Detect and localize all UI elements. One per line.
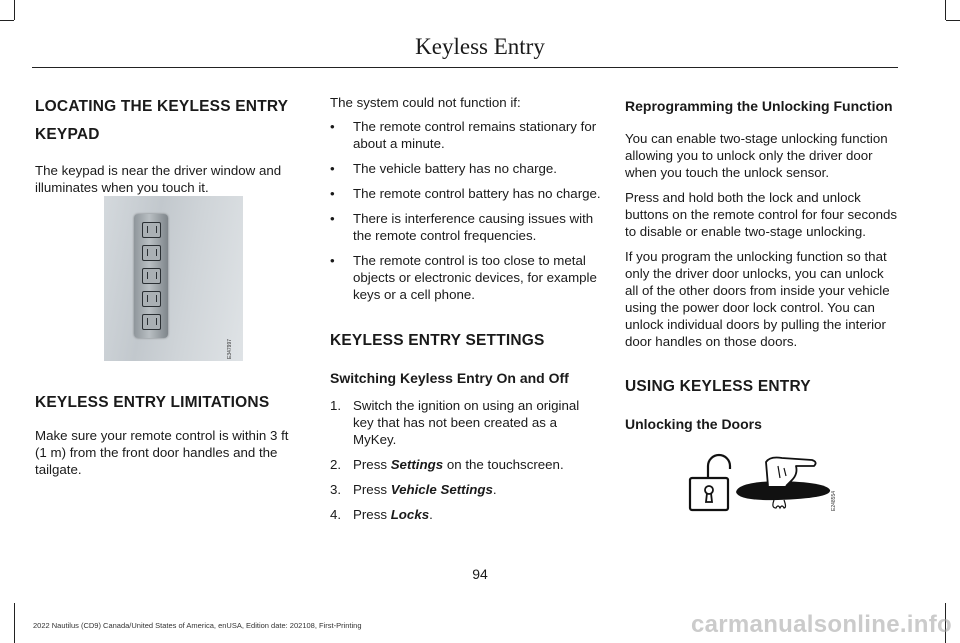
keypad-button-icon: [142, 291, 161, 307]
locating-heading-line2: KEYPAD: [35, 126, 100, 143]
keypad-image: [104, 196, 243, 361]
limitations-heading: KEYLESS ENTRY LIMITATIONS: [35, 394, 270, 411]
step-prefix: Press: [353, 457, 391, 472]
step-item: [330, 456, 602, 473]
list-item-text: The remote control remains stationary for about a minute.: [353, 119, 597, 151]
crop-mark-bottom-left-v: [14, 603, 15, 643]
limitations-list: [330, 118, 602, 303]
list-item: [330, 252, 602, 303]
keypad-panel: [134, 214, 168, 338]
bullet-marker: •: [330, 186, 335, 201]
unlock-illustration: [686, 452, 836, 514]
step-item: [330, 506, 602, 523]
header-divider: [32, 67, 898, 68]
list-item: [330, 210, 602, 244]
steps-list: [330, 397, 602, 523]
settings-heading: KEYLESS ENTRY SETTINGS: [330, 332, 545, 349]
step-suffix: on the touchscreen.: [443, 457, 564, 472]
page-number: 94: [472, 566, 488, 582]
reprogramming-paragraph: You can enable two-stage unlocking function allowing you to unlock only the driver door when you touch the unlock sensor.: [625, 131, 888, 180]
crop-mark-top-left-h: [0, 20, 14, 21]
step-suffix: .: [492, 482, 497, 497]
watermark: carmanualsonline.info: [690, 611, 952, 638]
list-item: [330, 118, 602, 152]
settings-ui-label: Settings: [390, 457, 444, 472]
step-text: Switch the ignition on using an original key that has not been created as a MyKey.: [353, 398, 580, 447]
list-item: [330, 160, 602, 177]
crop-mark-top-right-v: [945, 0, 946, 20]
unlocking-heading: Unlocking the Doors: [625, 416, 762, 432]
step-item: [330, 481, 602, 498]
hand-touch-icon: [766, 458, 816, 487]
unlock-image-code: E248554: [831, 490, 838, 512]
keypad-button-icon: [142, 268, 161, 284]
bullet-marker: •: [330, 253, 335, 268]
crop-mark-top-right-h: [946, 20, 960, 21]
unlock-illustration-svg: [686, 452, 836, 514]
keypad-image-code: E347997: [227, 338, 234, 360]
locks-ui-label: Locks: [390, 507, 430, 522]
page-title: Keyless Entry: [415, 34, 545, 59]
keypad-button-icon: [142, 314, 161, 330]
column-2: [330, 94, 602, 523]
bullet-marker: •: [330, 211, 335, 226]
using-heading: USING KEYLESS ENTRY: [625, 378, 811, 395]
locating-heading-line1: LOCATING THE KEYLESS ENTRY: [35, 98, 289, 115]
keypad-button-icon: [142, 222, 161, 238]
step-number: 4.: [330, 507, 342, 522]
step-number: 1.: [330, 398, 342, 413]
reprogramming-paragraph: Press and hold both the lock and unlock buttons on the remote control for four seconds to disable or enable two-stage unlocking.: [625, 190, 898, 239]
unlock-padlock-icon: [690, 455, 730, 510]
list-item-text: The remote control is too close to metal objects or electronic devices, for example keys or a cell phone.: [353, 253, 597, 302]
limitations-text: Make sure your remote control is within 3 ft (1 m) from the front door handles and the tailgate.: [35, 428, 289, 477]
bullet-marker: •: [330, 161, 335, 176]
list-item-text: The remote control battery has no charge.: [353, 186, 601, 201]
step-item: [330, 397, 602, 448]
list-item: [330, 185, 602, 202]
crop-mark-top-left-v: [14, 0, 15, 20]
edition-footer: 2022 Nautilus (CD9) Canada/United States of America, enUSA, Edition date: 202108, First-Printing: [33, 621, 362, 630]
reprogramming-paragraph: If you program the unlocking function so that only the driver door unlocks, you can unlock all of the other doors from inside your vehicle using the power door lock control. You can unlock individual doors by pulling the interior door handles on those doors.: [625, 249, 890, 349]
bullet-marker: •: [330, 119, 335, 134]
step-suffix: .: [429, 507, 433, 522]
reprogramming-heading: Reprogramming the Unlocking Function: [625, 98, 893, 114]
step-number: 2.: [330, 457, 342, 472]
step-number: 3.: [330, 482, 342, 497]
locating-text: The keypad is near the driver window and illuminates when you touch it.: [35, 163, 282, 195]
system-intro: The system could not function if:: [330, 95, 521, 110]
step-prefix: Press: [353, 507, 391, 522]
vehicle-settings-ui-label: Vehicle Settings: [390, 482, 493, 497]
list-item-text: There is interference causing issues with the remote control frequencies.: [353, 211, 594, 243]
list-item-text: The vehicle battery has no charge.: [353, 161, 558, 176]
keypad-button-icon: [142, 245, 161, 261]
column-3: [625, 94, 897, 433]
step-prefix: Press: [353, 482, 391, 497]
locating-heading: [35, 94, 297, 147]
switching-heading: Switching Keyless Entry On and Off: [330, 370, 569, 386]
